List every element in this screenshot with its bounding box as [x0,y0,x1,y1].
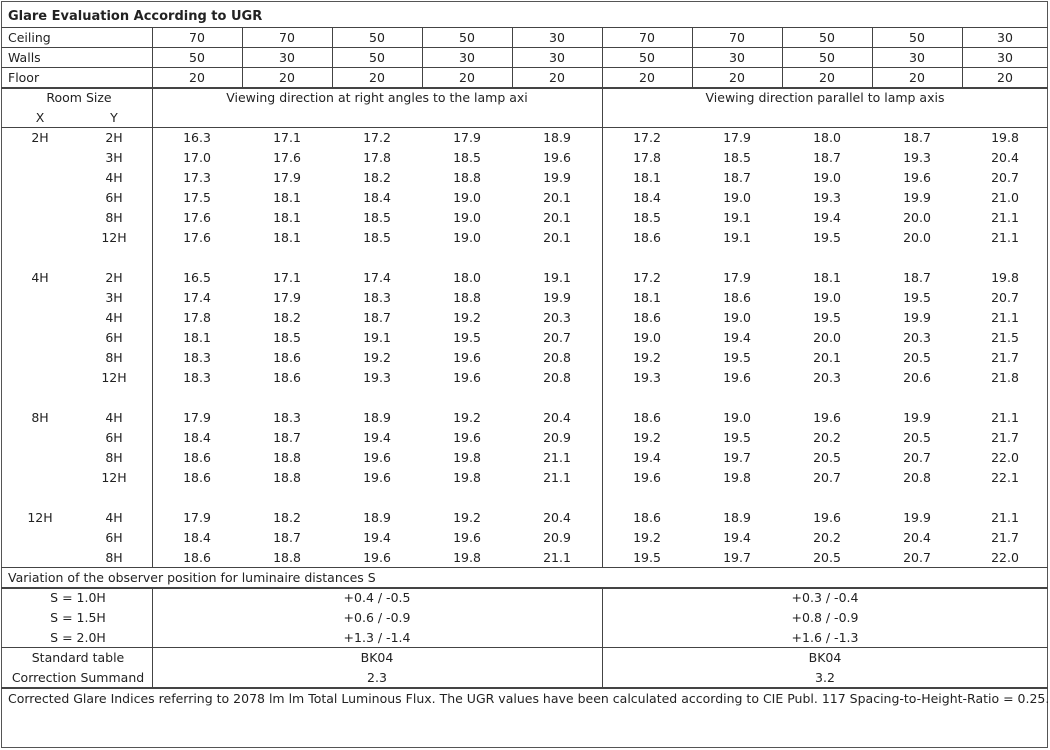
column-divider [422,27,423,87]
ugr-value: 17.2 [363,130,391,145]
ugr-value: 19.8 [453,450,481,465]
room-y-value: 4H [105,170,123,185]
ugr-value: 17.1 [273,130,301,145]
ugr-value: 19.3 [363,370,391,385]
room-y-value: 4H [105,310,123,325]
room-y-value: 8H [105,350,123,365]
ugr-value: 19.0 [723,310,751,325]
ugr-value: 19.5 [633,550,661,565]
ugr-value: 20.4 [991,150,1019,165]
ugr-value: 20.2 [813,430,841,445]
ugr-value: 19.0 [813,290,841,305]
ugr-value: 19.4 [363,430,391,445]
row-divider [1,67,1048,68]
room-x-value: 2H [31,130,49,145]
parallel-header: Viewing direction parallel to lamp axis [705,90,945,105]
ugr-value: 19.5 [813,230,841,245]
ugr-value: 18.6 [183,450,211,465]
room-y-value: 4H [105,510,123,525]
ugr-value: 19.9 [543,170,571,185]
ugr-value: 18.5 [633,210,661,225]
ugr-value: 19.6 [363,470,391,485]
ugr-value: 19.2 [633,530,661,545]
ugr-value: 21.1 [991,310,1019,325]
room-size-label: Room Size [46,90,112,105]
standard-table-label: Standard table [31,650,125,665]
ugr-value: 17.6 [183,230,211,245]
ugr-value: 19.2 [453,410,481,425]
ugr-value: 19.2 [363,350,391,365]
correction-left: 2.3 [367,670,387,685]
ugr-value: 18.5 [723,150,751,165]
ugr-value: 21.1 [991,230,1019,245]
ugr-value: 19.1 [543,270,571,285]
column-divider [602,587,603,687]
variation-left-value: +1.3 / -1.4 [343,630,411,645]
ugr-value: 19.9 [543,290,571,305]
reflectance-value: 50 [369,30,385,45]
variation-right-value: +1.6 / -1.3 [791,630,859,645]
variation-label: S = 1.5H [50,610,106,625]
ugr-value: 18.4 [363,190,391,205]
ugr-value: 20.5 [813,450,841,465]
variation-left-value: +0.6 / -0.9 [343,610,411,625]
room-y-value: 3H [105,290,123,305]
ugr-value: 18.4 [183,530,211,545]
ugr-value: 19.3 [813,190,841,205]
ugr-value: 19.6 [363,550,391,565]
ugr-value: 19.5 [813,310,841,325]
ugr-value: 18.7 [273,430,301,445]
perpendicular-header: Viewing direction at right angles to the lamp axi [226,90,528,105]
room-y-value: 6H [105,430,123,445]
ugr-value: 19.6 [813,510,841,525]
ugr-value: 18.6 [273,370,301,385]
room-y-value: 3H [105,150,123,165]
ugr-value: 19.7 [723,450,751,465]
reflectance-value: 20 [819,70,835,85]
ugr-value: 18.7 [903,130,931,145]
ugr-value: 17.2 [633,130,661,145]
ugr-value: 19.6 [453,530,481,545]
reflectance-value: 20 [909,70,925,85]
ugr-value: 18.0 [813,130,841,145]
ugr-value: 19.6 [363,450,391,465]
column-divider [512,27,513,87]
ugr-value: 20.6 [903,370,931,385]
variation-right-value: +0.8 / -0.9 [791,610,859,625]
ugr-value: 18.9 [543,130,571,145]
ugr-value: 19.0 [723,190,751,205]
ugr-value: 16.5 [183,270,211,285]
ugr-value: 19.5 [723,350,751,365]
ugr-value: 18.7 [273,530,301,545]
ugr-value: 18.6 [183,550,211,565]
reflectance-value: 20 [997,70,1013,85]
ugr-value: 19.8 [991,130,1019,145]
ugr-value: 19.4 [723,330,751,345]
ugr-value: 19.5 [453,330,481,345]
reflectance-value: 20 [549,70,565,85]
ugr-value: 20.9 [543,530,571,545]
room-y-value: 8H [105,550,123,565]
reflectance-value: 20 [189,70,205,85]
ugr-value: 19.4 [723,530,751,545]
ugr-value: 18.4 [183,430,211,445]
ugr-value: 20.1 [813,350,841,365]
standard-table-left: BK04 [360,650,394,665]
ugr-value: 17.4 [363,270,391,285]
ugr-value: 20.3 [813,370,841,385]
ugr-value: 16.3 [183,130,211,145]
ugr-value: 20.7 [903,450,931,465]
ugr-value: 17.9 [273,170,301,185]
row-divider [1,647,1048,648]
row-divider [1,27,1048,28]
ugr-value: 19.9 [903,310,931,325]
column-divider [332,27,333,87]
ugr-value: 19.0 [453,230,481,245]
ugr-value: 20.7 [991,290,1019,305]
reflectance-value: 70 [279,30,295,45]
ugr-value: 19.6 [453,350,481,365]
ugr-value: 18.1 [183,330,211,345]
room-y-value: 6H [105,530,123,545]
ugr-value: 19.6 [903,170,931,185]
ugr-value: 17.6 [273,150,301,165]
reflectance-value: 30 [997,50,1013,65]
ugr-value: 19.9 [903,410,931,425]
ugr-value: 18.8 [273,470,301,485]
ugr-value: 20.1 [543,210,571,225]
reflectance-label: Ceiling [8,30,51,45]
column-divider [602,27,603,87]
room-y-value: 12H [101,470,127,485]
x-header: X [35,110,45,125]
ugr-value: 20.4 [903,530,931,545]
ugr-value: 22.0 [991,450,1019,465]
ugr-value: 19.1 [723,210,751,225]
reflectance-value: 30 [459,50,475,65]
table-title: Glare Evaluation According to UGR [8,9,263,24]
ugr-value: 21.7 [991,350,1019,365]
reflectance-value: 50 [819,50,835,65]
ugr-value: 17.9 [723,130,751,145]
ugr-value: 19.6 [723,370,751,385]
ugr-value: 17.5 [183,190,211,205]
ugr-value: 21.8 [991,370,1019,385]
column-divider [152,87,153,567]
ugr-value: 19.2 [633,350,661,365]
ugr-value: 18.6 [633,310,661,325]
ugr-value: 18.7 [813,150,841,165]
room-x-value: 4H [31,270,49,285]
ugr-value: 20.8 [543,350,571,365]
ugr-value: 18.8 [273,550,301,565]
ugr-value: 18.5 [363,230,391,245]
ugr-value: 20.8 [543,370,571,385]
ugr-value: 18.6 [633,230,661,245]
ugr-value: 18.2 [273,510,301,525]
room-y-value: 8H [105,450,123,465]
column-divider [242,27,243,87]
footer-note: Corrected Glare Indices referring to 2078 lm lm Total Luminous Flux. The UGR values have been calculated according to CIE Publ. 117 Spacing-to-Height-Ratio = 0.25. [8,691,1050,706]
ugr-value: 21.1 [543,450,571,465]
reflectance-value: 20 [279,70,295,85]
ugr-value: 18.7 [903,270,931,285]
room-y-value: 12H [101,370,127,385]
ugr-value: 18.8 [453,290,481,305]
column-divider [602,87,603,567]
reflectance-value: 30 [729,50,745,65]
reflectance-value: 20 [459,70,475,85]
room-x-value: 12H [27,510,53,525]
reflectance-value: 30 [549,50,565,65]
column-divider [962,27,963,87]
ugr-value: 19.2 [453,310,481,325]
ugr-value: 20.7 [991,170,1019,185]
ugr-value: 19.5 [903,290,931,305]
ugr-value: 20.7 [813,470,841,485]
ugr-value: 20.5 [813,550,841,565]
ugr-value: 17.9 [723,270,751,285]
ugr-value: 19.6 [543,150,571,165]
variation-left-value: +0.4 / -0.5 [343,590,411,605]
ugr-value: 20.7 [903,550,931,565]
ugr-value: 19.8 [723,470,751,485]
reflectance-value: 30 [279,50,295,65]
ugr-value: 18.6 [633,410,661,425]
ugr-value: 19.1 [363,330,391,345]
ugr-value: 17.3 [183,170,211,185]
ugr-value: 19.6 [453,370,481,385]
row-divider [1,127,1048,128]
ugr-value: 18.7 [723,170,751,185]
ugr-value: 21.1 [991,210,1019,225]
ugr-value: 17.2 [633,270,661,285]
row-divider [1,687,1048,689]
ugr-value: 20.0 [903,230,931,245]
row-divider [1,587,1048,589]
ugr-value: 19.8 [453,550,481,565]
ugr-value: 19.0 [453,190,481,205]
ugr-value: 18.9 [363,510,391,525]
reflectance-value: 30 [549,30,565,45]
ugr-value: 19.0 [453,210,481,225]
ugr-value: 18.8 [453,170,481,185]
ugr-value: 19.9 [903,190,931,205]
reflectance-label: Floor [8,70,40,85]
reflectance-value: 30 [997,30,1013,45]
ugr-value: 17.9 [183,510,211,525]
ugr-value: 20.4 [543,510,571,525]
ugr-value: 17.8 [633,150,661,165]
room-y-value: 6H [105,330,123,345]
ugr-value: 19.9 [903,510,931,525]
reflectance-value: 50 [189,50,205,65]
ugr-value: 19.4 [363,530,391,545]
ugr-value: 21.0 [991,190,1019,205]
reflectance-value: 70 [639,30,655,45]
ugr-value: 18.1 [273,190,301,205]
ugr-value: 22.1 [991,470,1019,485]
ugr-value: 20.3 [543,310,571,325]
ugr-value: 19.0 [723,410,751,425]
ugr-value: 18.6 [273,350,301,365]
room-y-value: 4H [105,410,123,425]
reflectance-value: 30 [909,50,925,65]
ugr-value: 18.1 [273,210,301,225]
ugr-value: 20.7 [543,330,571,345]
variation-label: S = 1.0H [50,590,106,605]
row-divider [1,567,1048,568]
correction-right: 3.2 [815,670,835,685]
ugr-value: 19.2 [453,510,481,525]
ugr-value: 20.0 [813,330,841,345]
reflectance-value: 20 [369,70,385,85]
ugr-value: 18.6 [183,470,211,485]
reflectance-value: 20 [729,70,745,85]
ugr-value: 21.7 [991,530,1019,545]
ugr-value: 19.2 [633,430,661,445]
ugr-value: 20.8 [903,470,931,485]
ugr-value: 19.8 [991,270,1019,285]
ugr-value: 19.0 [813,170,841,185]
ugr-value: 17.0 [183,150,211,165]
standard-table-right: BK04 [808,650,842,665]
row-divider [1,87,1048,89]
y-header: Y [110,110,118,125]
ugr-value: 19.4 [633,450,661,465]
column-divider [692,27,693,87]
ugr-value: 22.0 [991,550,1019,565]
ugr-value: 21.7 [991,430,1019,445]
correction-label: Correction Summand [11,670,145,685]
ugr-value: 18.3 [183,370,211,385]
ugr-value: 19.7 [723,550,751,565]
ugr-value: 18.1 [633,170,661,185]
column-divider [782,27,783,87]
ugr-value: 18.5 [363,210,391,225]
ugr-value: 21.1 [543,550,571,565]
reflectance-value: 50 [819,30,835,45]
room-y-value: 12H [101,230,127,245]
ugr-value: 21.1 [991,510,1019,525]
room-x-value: 8H [31,410,49,425]
ugr-value: 17.1 [273,270,301,285]
room-y-value: 2H [105,270,123,285]
ugr-value: 20.2 [813,530,841,545]
column-divider [152,27,153,87]
ugr-value: 18.5 [453,150,481,165]
ugr-value: 20.4 [543,410,571,425]
reflectance-value: 50 [909,30,925,45]
ugr-value: 19.3 [633,370,661,385]
ugr-value: 19.6 [813,410,841,425]
reflectance-label: Walls [8,50,41,65]
ugr-value: 19.0 [633,330,661,345]
ugr-value: 19.1 [723,230,751,245]
ugr-value: 19.4 [813,210,841,225]
ugr-value: 20.1 [543,230,571,245]
ugr-value: 17.9 [273,290,301,305]
ugr-value: 17.4 [183,290,211,305]
ugr-value: 19.3 [903,150,931,165]
reflectance-value: 50 [639,50,655,65]
ugr-value: 20.0 [903,210,931,225]
ugr-value: 17.9 [453,130,481,145]
ugr-value: 20.5 [903,350,931,365]
row-divider [1,47,1048,48]
reflectance-value: 50 [459,30,475,45]
ugr-value: 20.5 [903,430,931,445]
reflectance-value: 50 [369,50,385,65]
variation-title: Variation of the observer position for luminaire distances S [8,570,376,585]
ugr-value: 19.5 [723,430,751,445]
room-y-value: 6H [105,190,123,205]
ugr-value: 20.3 [903,330,931,345]
ugr-value: 17.8 [363,150,391,165]
ugr-value: 18.5 [273,330,301,345]
reflectance-value: 70 [189,30,205,45]
ugr-value: 19.8 [453,470,481,485]
ugr-value: 18.1 [813,270,841,285]
ugr-value: 19.6 [453,430,481,445]
ugr-value: 18.9 [723,510,751,525]
ugr-value: 17.9 [183,410,211,425]
ugr-value: 18.2 [273,310,301,325]
ugr-value: 18.8 [273,450,301,465]
ugr-value: 18.6 [633,510,661,525]
ugr-value: 18.4 [633,190,661,205]
ugr-value: 21.1 [991,410,1019,425]
room-y-value: 2H [105,130,123,145]
ugr-value: 19.6 [633,470,661,485]
ugr-value: 18.3 [363,290,391,305]
reflectance-value: 70 [729,30,745,45]
ugr-value: 18.7 [363,310,391,325]
ugr-value: 20.1 [543,190,571,205]
ugr-value: 21.1 [543,470,571,485]
ugr-value: 20.9 [543,430,571,445]
ugr-value: 18.1 [633,290,661,305]
variation-label: S = 2.0H [50,630,106,645]
ugr-value: 18.6 [723,290,751,305]
ugr-value: 18.3 [273,410,301,425]
column-divider [152,587,153,687]
ugr-value: 17.6 [183,210,211,225]
room-y-value: 8H [105,210,123,225]
ugr-value: 18.2 [363,170,391,185]
ugr-value: 17.8 [183,310,211,325]
ugr-value: 18.1 [273,230,301,245]
column-divider [872,27,873,87]
ugr-value: 18.9 [363,410,391,425]
ugr-value: 18.3 [183,350,211,365]
reflectance-value: 20 [639,70,655,85]
variation-right-value: +0.3 / -0.4 [791,590,859,605]
ugr-value: 21.5 [991,330,1019,345]
ugr-value: 18.0 [453,270,481,285]
